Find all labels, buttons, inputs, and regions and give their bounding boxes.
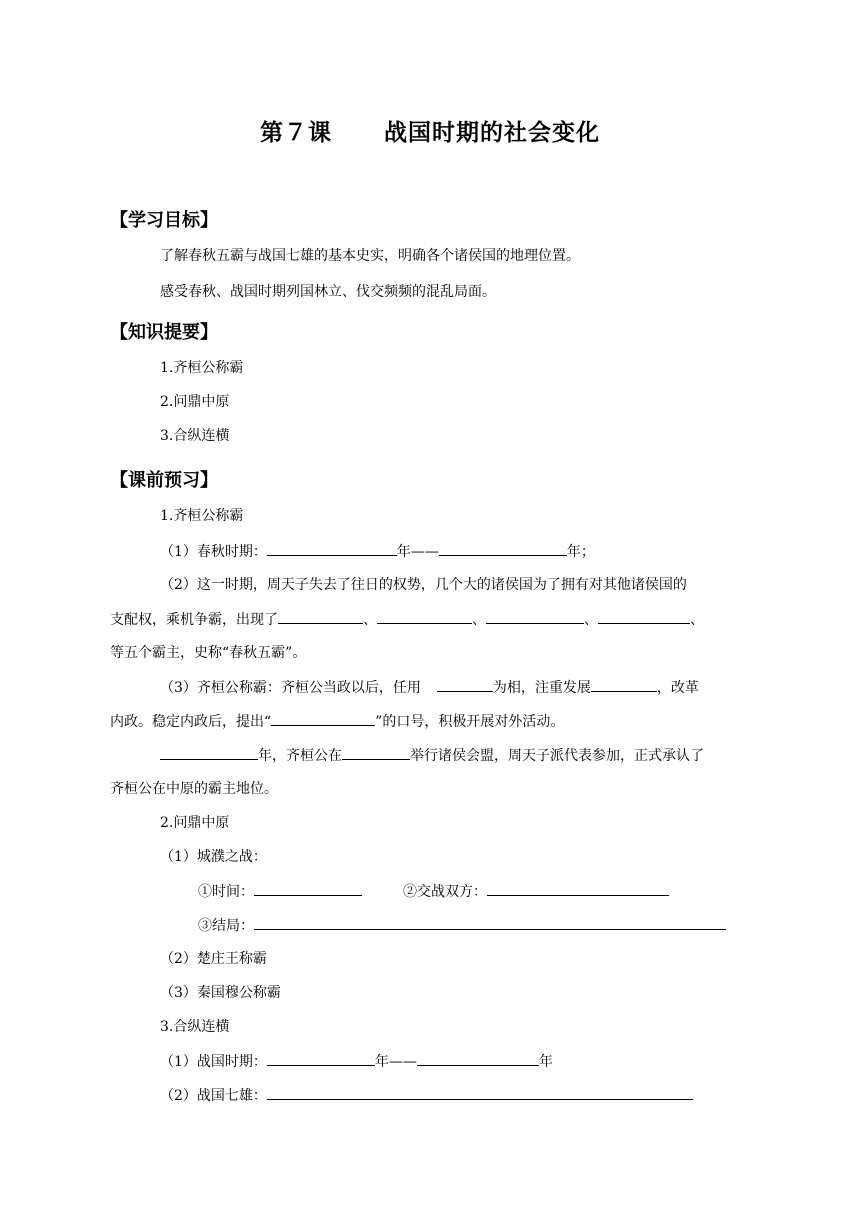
answer-blank[interactable] (271, 711, 375, 726)
answer-blank[interactable] (598, 609, 690, 624)
question-text: （3）齐桓公称霸：齐桓公当政以后，任用 (160, 680, 421, 696)
answer-blank[interactable] (486, 609, 584, 624)
section-title: 2.问鼎中原 (160, 815, 230, 831)
objectives-heading: 【学习目标】 (110, 210, 218, 231)
question-line (198, 915, 726, 936)
knowledge-item: 3.合纵连横 (160, 428, 230, 444)
preview-heading: 【课前预习】 (110, 470, 218, 491)
answer-blank[interactable] (278, 609, 363, 624)
question-label: ①时间： (198, 884, 254, 900)
knowledge-item: 2.问鼎中原 (160, 394, 230, 410)
answer-blank[interactable] (487, 881, 669, 896)
question-label: （1）春秋时期： (160, 544, 267, 560)
question-text: 举行诸侯会盟，周天子派代表参加，正式承认了 (410, 748, 704, 764)
answer-blank[interactable] (591, 677, 657, 692)
objective-line: 感受春秋、战国时期列国林立、伐交频频的混乱局面。 (160, 284, 496, 300)
question-line (160, 1085, 693, 1106)
question-line: （2）楚庄王称霸 (160, 951, 267, 967)
question-label: ③结局： (198, 918, 254, 934)
answer-blank[interactable] (267, 1085, 693, 1100)
separator: 、 (690, 612, 704, 628)
answer-blank[interactable] (342, 745, 410, 760)
section-title: 3.合纵连横 (160, 1019, 230, 1035)
question-label: （2）战国七雄： (160, 1088, 267, 1104)
lesson-number: 第７课 (260, 120, 332, 146)
question-line (110, 711, 564, 732)
question-text: 年—— (396, 544, 439, 560)
question-text: ”的口号，积极开展对外活动。 (375, 714, 565, 730)
knowledge-item: 1.齐桓公称霸 (160, 360, 244, 376)
question-line: 等五个霸主，史称“春秋五霸”。 (110, 645, 307, 661)
question-line (403, 881, 669, 902)
question-text: 年，齐桓公在 (258, 748, 342, 764)
objective-line: 了解春秋五霸与战国七雄的基本史实，明确各个诸侯国的地理位置。 (160, 248, 580, 264)
separator: 、 (472, 612, 486, 628)
question-line (160, 541, 595, 562)
question-line: （3）秦国穆公称霸 (160, 985, 281, 1001)
question-line (198, 881, 362, 902)
answer-blank[interactable] (254, 881, 362, 896)
answer-blank[interactable] (267, 541, 397, 556)
question-line (160, 1051, 553, 1072)
question-line: （1）城濮之战： (160, 849, 267, 865)
lesson-title (0, 114, 860, 147)
question-text: 为相，注重发展 (492, 680, 591, 696)
separator: 、 (584, 612, 598, 628)
question-line (160, 745, 704, 766)
answer-blank[interactable] (417, 1051, 539, 1066)
section-title: 1.齐桓公称霸 (160, 508, 244, 524)
question-label: （1）战国时期： (160, 1054, 267, 1070)
question-line (110, 609, 704, 630)
knowledge-heading: 【知识提要】 (110, 322, 218, 343)
question-label: ②交战双方： (403, 884, 487, 900)
answer-blank[interactable] (160, 745, 258, 760)
question-text: 支配权，乘机争霸，出现了 (110, 612, 278, 628)
question-text: 年 (538, 1054, 553, 1070)
question-line: 齐桓公在中原的霸主地位。 (110, 781, 278, 797)
separator: 、 (363, 612, 377, 628)
answer-blank[interactable] (377, 609, 472, 624)
question-line (160, 677, 699, 698)
question-text: 内政。稳定内政后，提出“ (110, 714, 272, 730)
answer-blank[interactable] (437, 677, 493, 692)
answer-blank[interactable] (254, 915, 726, 930)
question-line: （2）这一时期，周天子失去了往日的权势，几个大的诸侯国为了拥有对其他诸侯国的 (160, 577, 687, 593)
question-text: 年； (566, 544, 595, 560)
lesson-name: 战国时期的社会变化 (384, 120, 600, 146)
answer-blank[interactable] (267, 1051, 375, 1066)
question-text: 年—— (374, 1054, 417, 1070)
answer-blank[interactable] (439, 541, 567, 556)
question-text: ，改革 (656, 680, 699, 696)
